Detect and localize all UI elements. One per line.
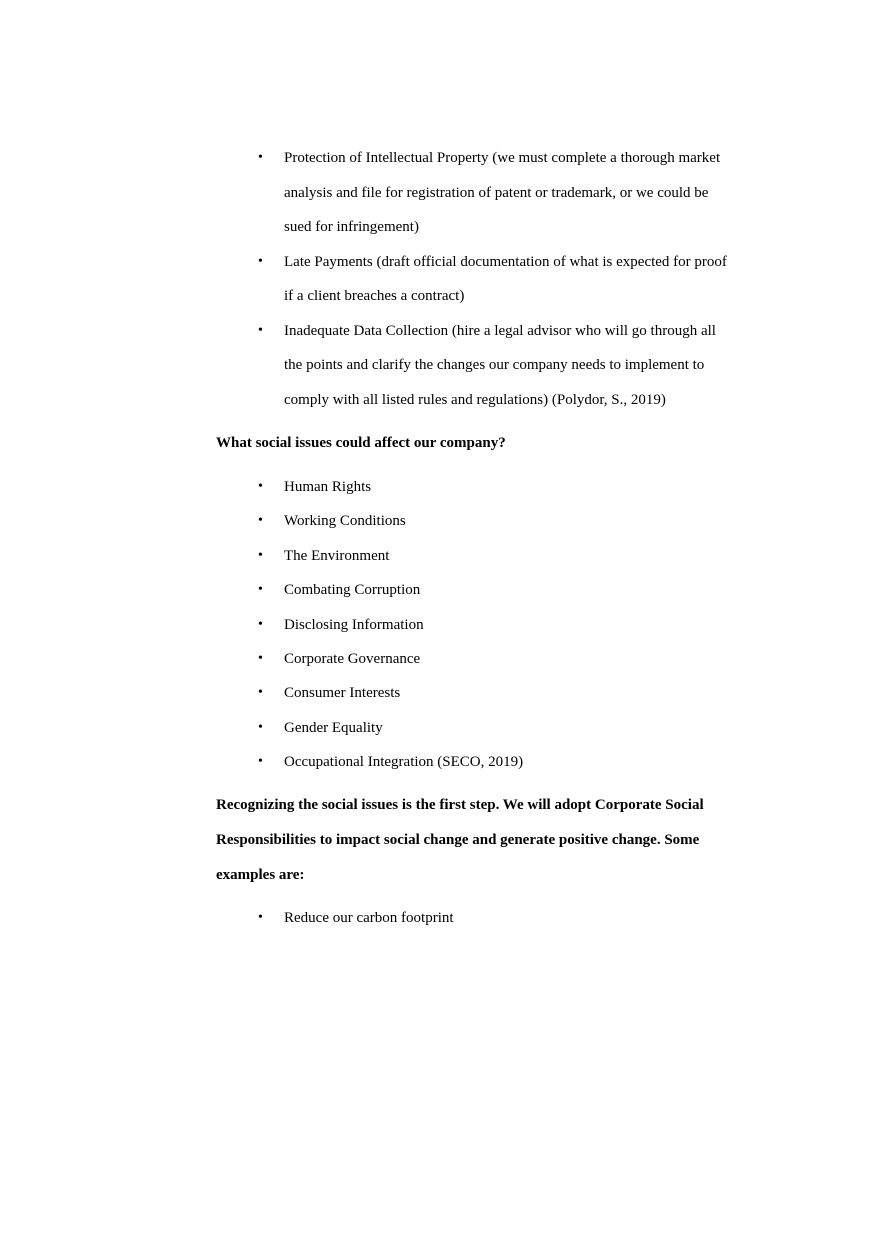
list-item-text: Consumer Interests — [284, 685, 401, 702]
list-item — [258, 245, 738, 314]
bullet-icon: • — [258, 322, 263, 338]
list-item-text: Protection of Intellectual Property (we must complete a thorough market analysis and file for registration of patent or trademark, or we could be sued for infringement) — [284, 150, 721, 235]
bullet-icon: • — [258, 547, 263, 563]
bullet-icon: • — [258, 150, 263, 165]
section-heading-csr: Recognizing the social issues is the first step. We will adopt Corporate Social Responsibilities to impact social change and generate positive change. Some examples are: — [216, 797, 704, 883]
bullet-icon: • — [258, 479, 263, 494]
list-item — [258, 676, 738, 710]
bullet-icon: • — [258, 253, 263, 269]
list-item — [258, 141, 738, 245]
list-item — [258, 504, 738, 538]
list-item-text: The Environment — [284, 547, 390, 564]
list-item-text: Late Payments (draft official documentation of what is expected for proof if a client breaches a contract) — [284, 253, 727, 304]
bullet-icon: • — [258, 582, 263, 598]
list-item-text: Working Conditions — [284, 513, 406, 530]
list-item — [258, 470, 738, 504]
list-item — [258, 539, 738, 573]
list-item-text: Occupational Integration (SECO, 2019) — [284, 754, 524, 771]
list-item — [258, 901, 738, 936]
list-item-text: Reduce our carbon footprint — [284, 910, 454, 926]
bullet-icon: • — [258, 616, 263, 632]
list-item — [258, 573, 738, 607]
list-item — [258, 642, 738, 676]
bullet-icon: • — [258, 513, 263, 529]
bullet-icon: • — [258, 754, 263, 770]
list-item-text: Combating Corruption — [284, 582, 421, 599]
list-item — [258, 608, 738, 642]
csr-examples-list — [258, 901, 738, 936]
list-item-text: Disclosing Information — [284, 616, 424, 633]
list-item-text: Human Rights — [284, 479, 372, 495]
bullet-icon: • — [258, 719, 263, 735]
list-item-text: Inadequate Data Collection (hire a legal advisor who will go through all the points and clarify the changes our company needs to implement to comply with all listed rules and regulations) (Polydor, S., 2019) — [284, 322, 716, 408]
list-item — [258, 745, 738, 779]
bullet-icon: • — [258, 651, 263, 667]
list-item — [258, 711, 738, 745]
legal-issues-list — [258, 141, 738, 417]
bullet-icon: • — [258, 685, 263, 701]
social-issues-list — [258, 470, 738, 780]
list-item-text: Gender Equality — [284, 719, 383, 736]
section-heading-social-issues: What social issues could affect our company? — [216, 435, 506, 451]
list-item — [258, 314, 738, 418]
list-item-text: Corporate Governance — [284, 651, 421, 668]
bullet-icon: • — [258, 910, 263, 925]
